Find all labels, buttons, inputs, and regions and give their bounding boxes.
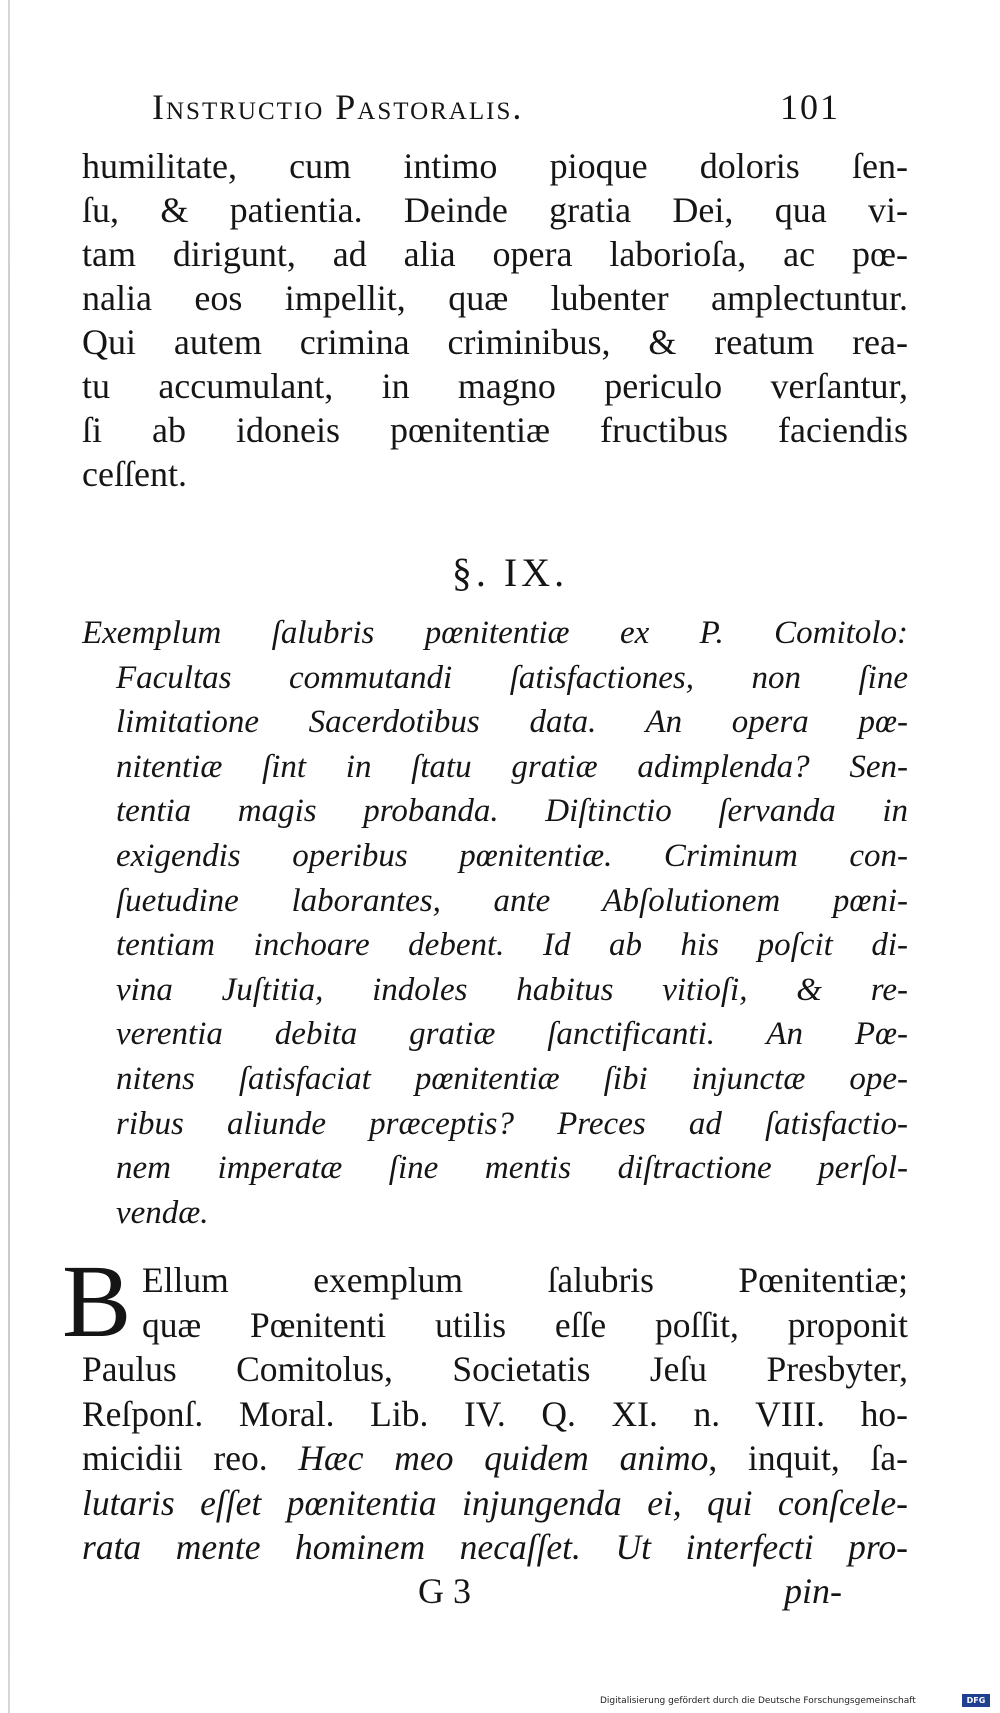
text-line: lutaris eſſet pœnitentia injungenda ei, qui conſcele- — [82, 1482, 908, 1523]
summary-line: ribus aliunde præceptis? Preces ad ſatisfactio- — [116, 1105, 908, 1142]
summary-line: vina Juſtitia, indoles habitus vitioſi, & re- — [116, 971, 908, 1008]
page-edge-shadow — [8, 0, 10, 1713]
summary-line: Exemplum ſalubris pœnitentiæ ex P. Comitolo: — [82, 615, 908, 651]
text-line: tu accumulant, in magno periculo verſantur, — [82, 366, 908, 406]
signature-mark: G 3 — [418, 1571, 471, 1611]
text-line: Qui autem crimina criminibus, & reatum rea- — [82, 322, 908, 362]
summary-line: limitatione Sacerdotibus data. An opera pœ- — [116, 704, 908, 741]
summary-line: nitens ſatisfaciat pœnitentiæ ſibi injunctæ ope- — [116, 1060, 908, 1097]
running-title: Instructio Pastoralis. — [152, 87, 524, 127]
text-segment: micidii reo. — [82, 1438, 268, 1478]
text-line: tam dirigunt, ad alia opera laborioſa, ac pœ- — [82, 234, 908, 274]
paragraph-continued — [82, 144, 908, 496]
page-number: 101 — [780, 87, 840, 127]
dfg-logo: DFG — [962, 1694, 990, 1707]
text-line: ſu, & patientia. Deinde gratia Dei, qua vi- — [82, 190, 908, 230]
text-line — [82, 1436, 908, 1481]
summary-line: tentiam inchoare debent. Id ab his poſcit di- — [116, 927, 908, 964]
summary-line: nitentiæ ſint in ſtatu gratiæ adimplenda? Sen- — [116, 748, 908, 785]
text-line: Ellum exemplum ſalubris Pœnitentiæ; — [142, 1260, 908, 1300]
page-footer — [0, 1570, 1000, 1620]
catchword: pin- — [784, 1571, 842, 1611]
text-line: Reſponſ. Moral. Lib. IV. Q. XI. n. VIII. ho- — [82, 1393, 908, 1434]
section-heading: §. IX. — [451, 550, 569, 595]
digitization-credit: Digitalisierung gefördert durch die Deutsche Forschungsgemeinschaft — [600, 1696, 916, 1706]
main-paragraph — [82, 1258, 908, 1570]
summary-line: exigendis operibus pœnitentiæ. Criminum con- — [116, 837, 908, 874]
text-line: ſi ab idoneis pœnitentiæ fructibus faciendis — [82, 410, 908, 450]
summary-line: nem imperatæ ſine mentis diſtractione perſol- — [116, 1150, 908, 1187]
text-line: Paulus Comitolus, Societatis Jeſu Presbyter, — [82, 1349, 908, 1389]
drop-cap: B — [62, 1244, 132, 1359]
text-line: nalia eos impellit, quæ lubenter amplectuntur. — [82, 278, 908, 318]
text-segment: , inquit, ſa- — [708, 1438, 908, 1478]
summary-line: vendæ. — [116, 1194, 209, 1231]
summary-line: ſuetudine laborantes, ante Abſolutionem pœni- — [116, 882, 908, 919]
page-header — [0, 82, 1000, 142]
quoted-text: Hæc meo quidem animo — [298, 1438, 709, 1478]
text-line: humilitate, cum intimo pioque doloris ſen- — [82, 146, 908, 186]
text-line: rata mente hominem necaſſet. Ut interfecti pro- — [82, 1527, 908, 1567]
section-summary — [82, 611, 908, 1235]
summary-line: Facultas commutandi ſatisfactiones, non ſine — [116, 659, 908, 696]
text-line: quæ Pœnitenti utilis eſſe poſſit, proponit — [142, 1304, 908, 1345]
summary-line: tentia magis probanda. Diſtinctio ſervanda in — [116, 793, 908, 830]
text-line: ceſſent. — [82, 454, 187, 494]
summary-line: verentia debita gratiæ ſanctificanti. An Pœ- — [116, 1016, 908, 1053]
